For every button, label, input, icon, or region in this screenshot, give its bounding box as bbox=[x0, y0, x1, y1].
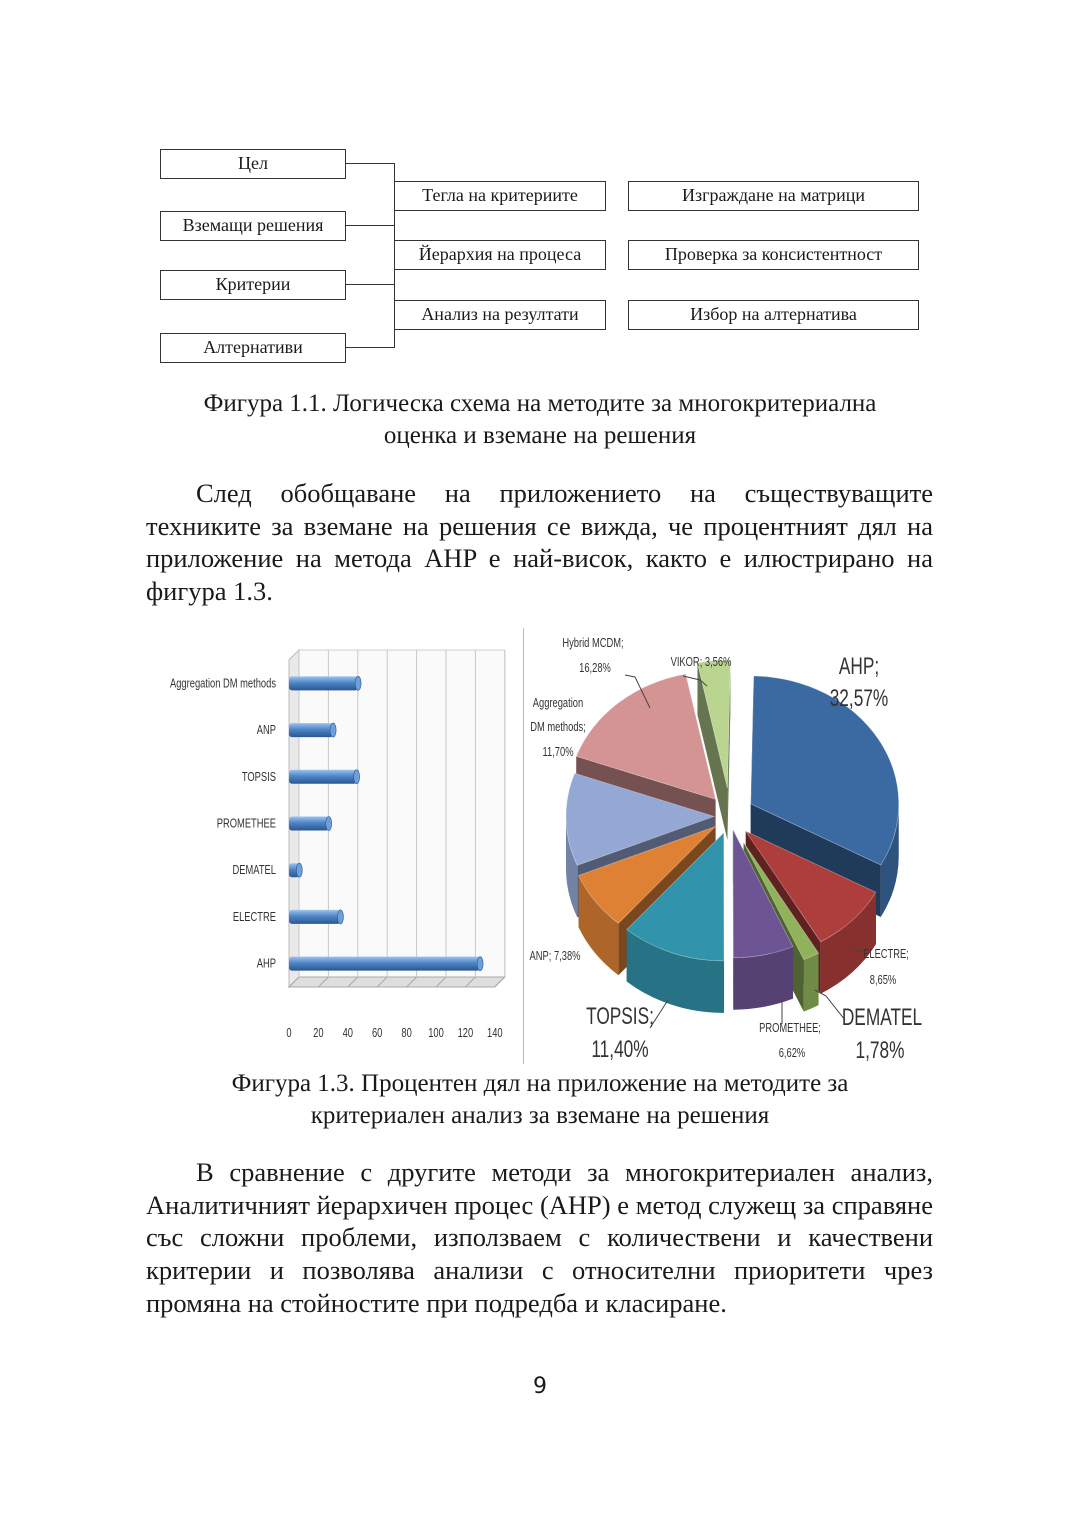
diagram-connector bbox=[346, 347, 395, 348]
bar-body bbox=[289, 817, 329, 831]
pie-label-dematel-pct: 1,78% bbox=[855, 1037, 905, 1064]
bar-x-tick-label: 140 bbox=[487, 1026, 503, 1041]
bar-category-label: TOPSIS bbox=[241, 770, 276, 785]
bar-body bbox=[289, 770, 357, 784]
bar-x-tick-label: 60 bbox=[371, 1026, 383, 1041]
diagram-box-alternative-choice: Избор на алтернатива bbox=[628, 300, 919, 330]
diagram-box-criteria: Критерии bbox=[160, 270, 346, 300]
diagram-connector bbox=[346, 163, 395, 164]
bar-dematel bbox=[289, 863, 302, 877]
pie-slice-rim bbox=[804, 953, 819, 1012]
bar-cap bbox=[477, 957, 483, 971]
diagram-box-matrix-building: Изграждане на матрици bbox=[628, 181, 919, 211]
caption-line: критериален анализ за вземане на решения bbox=[310, 1102, 770, 1129]
bar-chart-back-wall bbox=[299, 650, 505, 977]
pie-label-ahp-pct: 32,57% bbox=[829, 685, 889, 712]
diagram-box-consistency-check: Проверка за консистентност bbox=[628, 240, 919, 270]
diagram-box-alternatives: Алтернативи bbox=[160, 333, 346, 363]
bar-body bbox=[289, 957, 480, 971]
paragraph-2 bbox=[146, 1156, 933, 1320]
bar-x-tick-label: 80 bbox=[401, 1026, 412, 1041]
bar-x-tick-label: 0 bbox=[286, 1026, 292, 1041]
pie-label-hybrid-name: Hybrid MCDM; bbox=[562, 636, 624, 651]
diagram-box-criteria-weights: Тегла на критериите bbox=[394, 181, 606, 211]
bar-cap bbox=[354, 770, 360, 784]
pie-label-electre-name: ELECTRE; bbox=[863, 947, 909, 962]
paragraph-text: След обобщаване на приложението на съществуващите техниките за вземане на решения се вижда, че процентният дял на приложение на метода AHP е най-висок, както е илюстрирано на фигура 1.3. bbox=[146, 478, 933, 607]
caption-line: Фигура 1.3. Процентен дял на приложение на методите за bbox=[231, 1070, 849, 1097]
pie-label-promethee-name: PROMETHEE; bbox=[759, 1021, 821, 1036]
bar-cap bbox=[337, 910, 343, 924]
pie-chart bbox=[525, 626, 935, 1066]
diagram-box-decision-makers: Вземащи решения bbox=[160, 211, 346, 241]
bar-ahp bbox=[289, 957, 483, 971]
bar-cap bbox=[296, 863, 302, 877]
bar-anp bbox=[289, 723, 336, 737]
pie-label-electre-pct: 8,65% bbox=[869, 973, 897, 988]
pie-label-promethee-pct: 6,62% bbox=[778, 1046, 806, 1061]
pie-label-aggregation-2: DM methods; bbox=[530, 720, 586, 735]
pie-label-vikor: VIKOR; 3,56% bbox=[670, 655, 732, 670]
bar-body bbox=[289, 910, 340, 924]
page-number: 9 bbox=[533, 1374, 547, 1399]
paragraph-text: В сравнение с другите методи за многокритериален анализ, Аналитичният йерархичен процес (AHP) е метод служещ за справяне със сложни проблеми, използваем с количествени и качествени критерии и позволява анализи с относителни приоритети чрез промяна на стойностите при подредба и класиране. bbox=[146, 1157, 933, 1318]
bar-chart-category-labels bbox=[170, 677, 276, 971]
bar-category-label: AHP bbox=[256, 957, 276, 972]
diagram-box-goal: Цел bbox=[160, 149, 346, 179]
pie-label-dematel-name: DEMATEL bbox=[841, 1004, 923, 1031]
pie-label-topsis-pct: 11,40% bbox=[591, 1036, 649, 1063]
pie-label-topsis-name: TOPSIS; bbox=[586, 1003, 654, 1030]
bar-x-tick-label: 40 bbox=[342, 1026, 354, 1041]
bar-aggregation-dm-methods bbox=[289, 676, 361, 690]
pie-label-anp: ANP; 7,38% bbox=[529, 949, 581, 964]
pie-label-ahp-name: AHP; bbox=[838, 653, 880, 680]
bar-category-label: PROMETHEE bbox=[216, 817, 276, 831]
bar-topsis bbox=[289, 770, 360, 784]
bar-x-tick-label: 100 bbox=[428, 1026, 444, 1041]
pie-label-aggregation-1: Aggregation bbox=[532, 696, 584, 711]
leader-line-dematel bbox=[815, 990, 845, 1020]
bar-category-label: ANP bbox=[256, 723, 276, 738]
diagram-connector bbox=[346, 225, 395, 226]
bar-cap bbox=[355, 676, 361, 690]
chart-divider bbox=[523, 628, 524, 1064]
bar-electre bbox=[289, 910, 343, 924]
bar-body bbox=[289, 723, 333, 737]
caption-line: оценка и вземане на решения bbox=[383, 422, 697, 449]
bar-body bbox=[289, 676, 358, 690]
bar-cap bbox=[326, 817, 332, 831]
caption-line: Фигура 1.1. Логическа схема на методите за многокритериална bbox=[203, 390, 877, 417]
bar-category-label: ELECTRE bbox=[232, 910, 276, 925]
pie-label-hybrid-pct: 16,28% bbox=[579, 661, 611, 676]
bar-promethee bbox=[289, 817, 332, 831]
bar-cap bbox=[330, 723, 336, 737]
figure-caption-1-3 bbox=[120, 1068, 960, 1132]
diagram-box-process-hierarchy: Йерархия на процеса bbox=[394, 240, 606, 270]
bar-category-label: Aggregation DM methods bbox=[169, 677, 276, 691]
pie-slices bbox=[566, 660, 899, 1013]
figure-caption-1-1 bbox=[120, 388, 960, 452]
bar-x-tick-label: 20 bbox=[313, 1026, 324, 1041]
bar-category-label: DEMATEL bbox=[232, 863, 276, 878]
bar-x-tick-label: 120 bbox=[457, 1026, 474, 1041]
diagram-box-results-analysis: Анализ на резултати bbox=[394, 300, 606, 330]
diagram-connector bbox=[346, 284, 395, 285]
bar-chart bbox=[155, 630, 525, 1070]
bar-chart-x-ticks bbox=[286, 1027, 502, 1041]
bar-chart-floor bbox=[289, 977, 505, 987]
paragraph-1 bbox=[146, 477, 933, 608]
pie-label-aggregation-3: 11,70% bbox=[542, 745, 574, 760]
